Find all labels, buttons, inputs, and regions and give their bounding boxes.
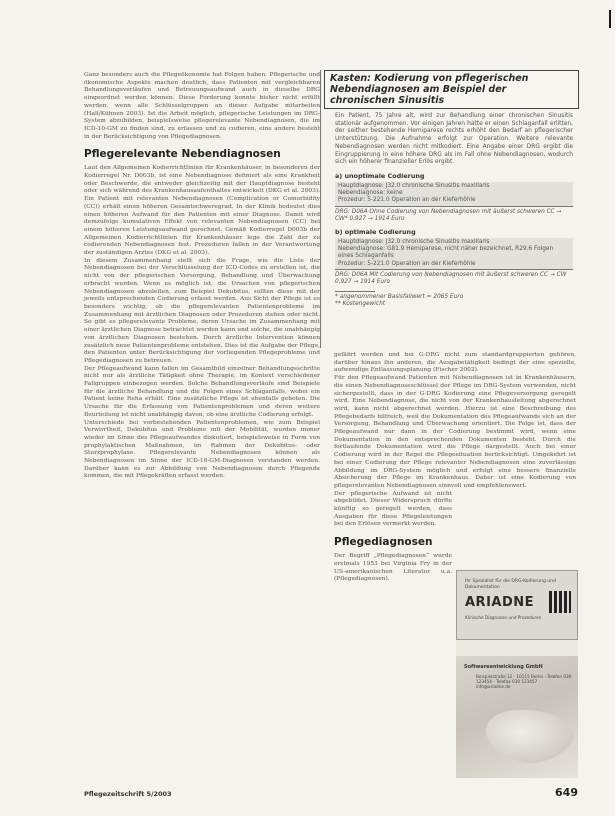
ad-image xyxy=(456,656,578,778)
edge-mark xyxy=(609,10,611,28)
section-heading-pflegediagnosen: Pflegediagnosen xyxy=(334,536,433,549)
case-a-codes xyxy=(335,182,573,207)
section-heading-nebendiagnosen: Pflegerelevante Nebendiagnosen xyxy=(84,148,281,161)
right-column xyxy=(334,352,576,584)
code-line: Prozedur: 5-221.0 Operation an der Kieferhöhle xyxy=(338,197,476,204)
body-paragraph: Unterschiede bei vorbestehenden Patientenproblemen, wie zum Beispiel Verwirrtheit, Dekubitus und Probleme mit der Mobilität, wurden immer wieder im Sinne des Pflegeaufwandes diskutiert, beispielsweise in Form von prophylaktischen Maßnahmen, im Rahmen der Dekubitus- oder Sturzprophylaxe. Pflegerelevante Nebendiagnosen können als Nebendiagnosen im Sinne der ICD-10-GM-Diagnosen verstanden werden. Darüber kann es zur Abbildung von Nebendiagnosen durch Pflegende kommen, die mit Pflegekräften erfasst werden. xyxy=(84,419,320,480)
info-box-intro: Ein Patient, 75 Jahre alt, wird zur Behandlung einer chronischen Sinusitis stationär aufgenommen. Vor einigen Jahren hatte er einen Schlaganfall erlitten, der seither bestehende Hemiparese rechts erhöht den Bedarf an pflegerischer Unterstützung. Die Aufnahme erfolgt zur Operation. Weitere relevante Nebendiagnosen werden nicht mitkodiert. Eine Angabe einer DRG ergibt die Eingruppierung in eine höhere DRG als im Fall ohne Nebendiagnosen, wodurch sich ein höherer finanzieller Erlös ergibt. xyxy=(335,113,573,166)
info-box xyxy=(320,70,579,348)
case-a-heading: a) unoptimale Codierung xyxy=(335,171,425,180)
ad-tagline: Klinische Diagnosen und Prozeduren xyxy=(465,615,542,620)
footnote: * angenommener Basisfallwert = 2065 Euro xyxy=(335,294,464,301)
left-column xyxy=(84,72,320,481)
body-paragraph: Laut den Allgemeinen Kodierrichtlinien für Krankenhäuser, in besonderen der Kodierregel Nr. D003b, ist eine Nebendiagnose definiert als eine Krankheit oder Beschwerde, die entweder gleichzeitig mit der Hauptdiagnose besteht oder sich während des Krankenhausaufenthaltes entwickelt (DKG et al. 2003). Ein Patient mit relevanten Nebendiagnosen (Complication or Comorbidity (CC)) erhält einen höheren Gesamtschweregrad. In der Klinik bedeutet dies einen höheren Aufwand für den Patienten mit einer Diagnose. Damit wird demzufolge kumulativen Effekt von relevanten Nebendiagnosen (CC) bei einem höheren Leistungsaufwand gerechnet. Gemäß Kodierregel D003b der Allgemeinen Kodierrichtlinien für Krankenhäuser lege die Zahl der zu codierenden Nebendiagnosen fest. Prozeduren fallen in der Verantwortung der zuständigen Arztes (DKG et al. 2003). xyxy=(84,165,320,257)
case-b-heading: b) optimale Codierung xyxy=(335,227,416,236)
body-paragraph: Der pflegerische Aufwand ist nicht abgebildet. Dieser Widerspruch dürfte künftig so geregelt werden, dass Ausgaben für diese Pflegeleistungen bei den Erlösen vermerkt werden. xyxy=(334,490,452,528)
ad-small-text: Ihr Spezialist für die DRG-Kodierung und Dokumentation xyxy=(465,579,556,590)
code-line: Nebendiagnose: keine xyxy=(338,190,403,197)
ad-company: Softwareentwicklung GmbH xyxy=(464,664,543,670)
intro-paragraph: Ganz besonders auch die Pflegeökonomie hat Folgen haben. Pflegerische und ökonomische Aspekte machen deutlich, dass Patienten mit vergleichbaren Behandlungsverläufen und Betreuungsaufwand auch in dieselbe DRG eingeordnet werden können. Diese Forderung konnte bisher nicht erfüllt werden, wenn alle Schlüsselgruppen an dieser Aufgabe mitarbeiten (Hall/Kühnen 2003). Ist die Arbeit möglich, pflegerische Leistungen im DRG-System abzubilden, beispielsweise pflegerelevante Nebendiagnosen, die im ICD-10-GM zu finden sind, zu erfassen und zu codieren, eine andere besteht in der Berücksichtigung von Pflegediagnosen. xyxy=(84,72,320,140)
case-b-result: DRG: D06A Mit Codierung von Nebendiagnosen mit äußerst schweren CC → CW 0,927 → 1914 Euro xyxy=(335,271,567,285)
footnote-rule xyxy=(335,291,375,292)
ad-address: Beispielstraße 12 · 10115 Berlin · Telefon 030 123456 · Telefax 030 123457 · info@ariadne.de xyxy=(476,674,572,689)
code-line: Hauptdiagnose: J32.0 chronische Sinusitis maxillaris xyxy=(338,182,490,189)
body-paragraph: In diesem Zusammenhang stellt sich die Frage, wie die Liste der Nebendiagnosen bei der Verschlüsselung der ICD-Codes zu erstellen ist, die nicht von der pflegerischen Versorgung, Behandlung und Überwachung erbracht wurden. Wenn es möglich ist, die Ursachen von pflegerischen Nebendiagnosen abzuleiten, zum Beispiel Dekubitus, sollten diese mit der jeweils entsprechenden Codierung erfasst werden. Aus Sicht der Pflege ist es besonders wichtig, ob die pflegerelevanten Patientenprobleme im Zusammenhang mit ärztlichen Diagnosen oder Prozeduren stehen oder nicht. So gibt es pflegerelevante Probleme, deren Ursache im Zusammenhang mit einer ärztlichen Diagnose betrachtet werden kann und solche, die unabhängig von ärztlichen Diagnosen bestehen. Durch ärztliche Intervention können zusätzlich neue Patientenprobleme entstehen. Dies ist die Aufgabe der Pflege, den Patienten unter Berücksichtigung der vorliegenden Pflegeprobleme und Pflegediagnosen zu betreuen. xyxy=(84,257,320,364)
footnote: ** Kostengewicht xyxy=(335,301,386,308)
page-number: 649 xyxy=(555,786,578,799)
code-line: Nebendiagnose: G81.9 Hemiparese, nicht näher bezeichnet, R29.6 Folgen eines Schlaganfalls xyxy=(338,246,554,260)
hand-photo xyxy=(486,710,574,764)
body-paragraph: gefährt werden und bei G-DRG nicht zum standardgruppierten gehören, darüber hinaus ihn anderen, die Ausgabetätigkeit bedingt der eine spezielle, aufwendige Entlassungsplanung (Fischer 2002). xyxy=(334,352,576,374)
ad-banner xyxy=(456,570,578,640)
journal-name: Pflegezeitschrift 5/2003 xyxy=(84,790,172,798)
ad-brand-logo: ARIADNE xyxy=(465,595,535,610)
body-paragraph: Der Begriff „Pflegediagnosen“ wurde erstmals 1953 bei Virginia Fry in der US-amerikanischen Literatur u.a. (Pflegediagnosen). xyxy=(334,553,452,583)
case-b-codes xyxy=(335,238,573,270)
code-line: Hauptdiagnose: J32.0 chronische Sinusitis maxillaris xyxy=(338,238,490,245)
info-box-body xyxy=(321,109,579,309)
code-line: Prozedur: 5-221.0 Operation an der Kieferhöhle xyxy=(338,260,476,267)
body-paragraph: Für den Pflegeaufwand Patienten mit Nebendiagnosen ist in Krankenhäusern, die einen Nebendiagnoseschlüssel der Pflege im DRG-System verwenden, nicht sichergestellt, dass in der G-DRG Kodierung eine Pflegeversorgung geregelt wird. Eine Nebendiagnose, die nicht von der Krankenhausleitung abgerechnet wird, kann nicht abgerechnet werden. Hierzu ist eine Beschreibung des Pflegebedarfs hilfreich, weil die Dokumentation des Pflegeaufwands sich an der Versorgung, Behandlung und Überwachung orientiert. Die Folge ist, dass der Pflegeaufwand nur dann in der Codierung bestimmt wird, wenn eine Dokumentation in den entsprechenden Dokumenten besteht. Durch die fortlaufende Dokumentation wird die Pflege dargestellt. Auch bei einer Codierung wird in der Regel die Pflegesituation berücksichtigt. Umgekehrt ist bei einer Codierung der Pflege relevanter Nebendiagnosen eine zuverlässige Abbildung im DRG-System möglich und erfolgt eine bessere finanzielle Absicherung der Pflege im Krankenhaus. Daher ist eine Kodierung von pflegerelevanten Nebendiagnosen sinnvoll und empfehlenswert. xyxy=(334,375,576,489)
barcode-icon xyxy=(549,591,571,613)
info-box-title: Kasten: Kodierung von pflegerischen Nebendiagnosen am Beispiel der chronischen Sinusitis xyxy=(324,70,579,109)
case-a-result: DRG: D06A Ohne Codierung von Nebendiagnosen mit äußerst schweren CC → CW* 0,927 → 1914 Euro xyxy=(335,208,562,222)
advertisement[interactable] xyxy=(456,570,578,778)
body-paragraph: Der Pflegeaufwand kann fallen im Gesamtbild einzelner Behandlungsschritte nicht nur als ärztliche Tätigkeit ohne Therapie, im Kontext verschiedener Fallgruppen einbezogen werden. Solche Behandlungsverläufe sind Beispiele für die ärztliche Behandlung und die Folgen eines Schlaganfalls, wobei ein Patient keine Reha erhält. Eine zusätzliche Pflege ist ebenfalls geboten. Die Ursache für die Erfassung von Patientenproblemen und deren weitere Beurteilung ist nicht unabhängig davon, ob eine ärztliche Codierung erfolgt. xyxy=(84,365,320,418)
